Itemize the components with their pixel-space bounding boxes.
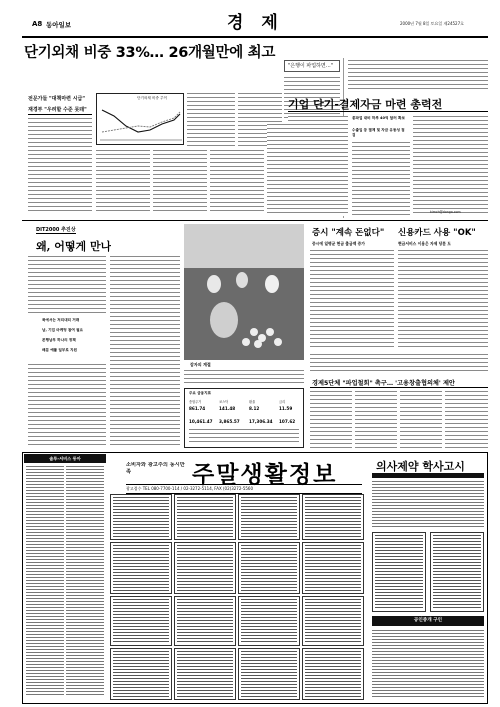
story-d-headline: 경제5단체 "파업철회" 촉구… '고용창출협의체' 제안 — [312, 380, 455, 387]
classified-ad[interactable] — [302, 596, 364, 646]
classified-ad[interactable] — [302, 494, 364, 540]
lead-sub2: 재경부 "우려할 수준 못돼" — [28, 107, 87, 113]
classified-ad[interactable] — [110, 648, 172, 700]
right-ad-banner[interactable]: 공인중개 구인 — [372, 616, 484, 626]
photo-caption — [184, 370, 304, 384]
story-b-headline: 증시 "계속 돈없다" — [312, 228, 385, 238]
story-b-body — [310, 250, 394, 350]
left-ad-banner: 솔루-서비스 동아 — [24, 454, 106, 463]
classified-ad[interactable] — [110, 494, 172, 540]
feature-body1 — [28, 256, 106, 316]
right-body2 — [352, 142, 410, 216]
right-body1 — [288, 116, 348, 216]
right-ad-title-bar — [372, 473, 484, 478]
story-c-body — [398, 250, 488, 350]
right-ad-body2 — [372, 630, 484, 698]
story-d-rule — [310, 387, 488, 388]
story-d-col3 — [400, 391, 442, 449]
lead-sub1: 전문가들 "대책마련 시급" — [28, 96, 85, 102]
lead-kicker: "은행이 파업하면…" — [288, 63, 333, 69]
date-line: 2000년 7월 8일 토요일 제24527호 — [400, 21, 464, 26]
photo-graphic — [184, 224, 304, 360]
chart-title: 단기외채 비중 추이 — [137, 96, 168, 100]
sub-rule — [28, 114, 92, 115]
top-rule — [22, 36, 488, 38]
right-ad-title[interactable]: 의사제약 학사고시 — [376, 460, 465, 473]
weekend-title[interactable]: 주말생활정보 — [192, 461, 338, 488]
right-sub2: 수출입 등 결제 및 자금 유동성 점검 — [352, 128, 405, 137]
lead-body-col2 — [96, 150, 150, 214]
right-ad-column — [370, 454, 486, 702]
story-c-sub: 현금서비스 이용은 자제 당분 도 — [398, 241, 451, 246]
right-sub1: 총파업 대비 하루 40억 달러 확보 — [352, 116, 405, 120]
feature-point: 남, 기업 마케팅 참여 필요 — [42, 328, 84, 332]
market-value: 11.59 — [279, 406, 293, 411]
lead-chart — [96, 93, 184, 145]
lead-body-col4 — [187, 93, 235, 147]
market-label: 환율 — [249, 400, 256, 404]
right-ad-body1 — [372, 481, 484, 529]
story-b-sub: 증시에 일평균 현금 출금액 증가 — [312, 241, 365, 246]
market-value2: 17,306.34 — [249, 419, 273, 424]
feature-point: 배분 예를 일부로 지원 — [42, 348, 77, 352]
right-byline: kimch@donga.com — [430, 210, 461, 214]
feature-body2 — [28, 364, 106, 448]
story-d-col4 — [445, 391, 488, 449]
lead-headline: 단기외채 비중 33%… 26개월만에 최고 — [24, 45, 276, 61]
weekend-kicker: 소비자와 광고주의 동시만족 — [126, 462, 185, 475]
story-bc-lower — [310, 354, 488, 374]
right-rule — [288, 111, 488, 112]
classified-ad[interactable] — [110, 542, 172, 594]
lead-kicker-box — [284, 60, 340, 72]
lead-body-col3 — [153, 150, 207, 214]
story-d-col1 — [310, 391, 352, 449]
left-ad-column — [24, 454, 106, 702]
feature-headline: 왜, 어떻게 만나 — [36, 240, 112, 253]
classified-ad[interactable] — [174, 542, 236, 594]
right-ad-box[interactable] — [372, 532, 426, 612]
classified-ad[interactable] — [302, 542, 364, 594]
classified-ad[interactable] — [174, 596, 236, 646]
left-ad-list — [26, 466, 64, 696]
market-value: 141.48 — [219, 406, 236, 411]
page-number: A8 — [32, 20, 43, 28]
classified-ad[interactable] — [238, 542, 300, 594]
photo-caption-title: 감자의 계절 — [190, 362, 211, 367]
paper-name: 동아일보 — [46, 21, 72, 29]
mid-rule — [22, 220, 488, 221]
right-headline: 기업 단기-결제자금 마련 총력전 — [288, 98, 443, 111]
right-ad-box[interactable] — [430, 532, 484, 612]
chart-graphic — [100, 102, 182, 142]
classified-ad[interactable] — [238, 648, 300, 700]
feature-point: 북에서는 저리대리 거래 — [42, 318, 80, 322]
market-value2: 3,865.57 — [219, 419, 240, 424]
right-intro — [348, 60, 488, 90]
right-body3 — [413, 116, 488, 216]
feature-label: DIT2000 추진상 — [36, 227, 76, 233]
classified-ad[interactable] — [174, 494, 236, 540]
market-label: 금리 — [279, 400, 286, 404]
market-label: 종합주가 — [189, 400, 202, 404]
market-indicators — [184, 388, 304, 448]
market-title: 주요 금융지표 — [189, 391, 212, 395]
photo-potato-harvest — [184, 224, 304, 360]
feature-point: 본행남부 하나의 정책 — [42, 338, 76, 342]
market-value: 861.74 — [189, 406, 206, 411]
market-value: 8.12 — [249, 406, 260, 411]
market-label: 코스닥 — [219, 400, 229, 404]
lead-body-col1 — [28, 118, 92, 214]
classified-ad[interactable] — [110, 596, 172, 646]
classified-ad[interactable] — [238, 596, 300, 646]
feature-body3 — [110, 256, 180, 448]
classified-ad[interactable] — [238, 494, 300, 540]
lead-body-col5 — [210, 150, 264, 214]
weekend-ad — [108, 454, 368, 702]
section-title: 경 제 — [227, 13, 284, 33]
market-value2: 107.62 — [279, 419, 296, 424]
feature-points — [30, 318, 106, 362]
market-value2: 10,461.47 — [189, 419, 213, 424]
story-d-col2 — [355, 391, 397, 449]
left-ad-list2 — [66, 466, 104, 696]
story-c-headline: 신용카드 사용 "OK" — [398, 228, 476, 238]
classified-ad[interactable] — [302, 648, 364, 700]
classified-ad[interactable] — [174, 648, 236, 700]
masthead — [12, 6, 490, 36]
weekend-phone-line[interactable]: 광고접수 TEL 080-7700-114 / 02-3272-5114, FAX (02)3272-5560 — [126, 484, 362, 494]
market-notes — [189, 429, 299, 445]
